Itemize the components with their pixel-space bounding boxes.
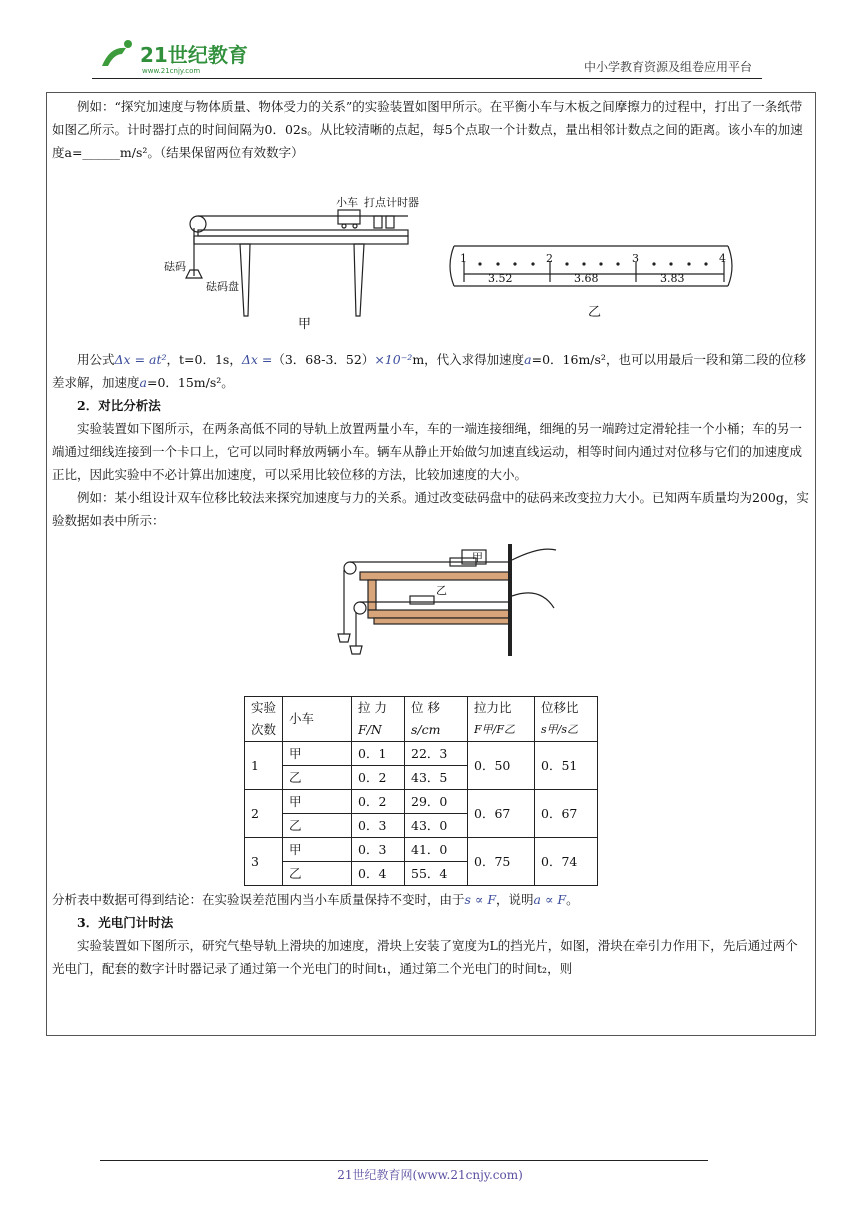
force-ratio: 0．50 <box>468 742 535 790</box>
displacement-value: 41．0 <box>405 838 468 862</box>
table-row <box>245 742 598 766</box>
force-value: 0．2 <box>352 790 405 814</box>
logo-url: www.21cnjy.com <box>142 67 201 75</box>
tape-distance-2: 3.68 <box>574 272 599 285</box>
label-cart-jia: 甲 <box>472 551 483 564</box>
formula-text: =0．16m/s²，也可以用最后一段和第二段的位移差求解，加速度 <box>52 352 806 390</box>
header-force-ratio: 拉力比 F甲/F乙 <box>468 697 535 742</box>
page-header <box>92 30 762 80</box>
trial-number: 3 <box>245 838 283 886</box>
tape-point-3: 3 <box>632 252 639 265</box>
formula-dx-at2: Δx = at² <box>114 352 167 367</box>
formula-a: a <box>524 352 532 367</box>
footer-text: 21世纪教育网(www.21cnjy.com) <box>337 1168 523 1182</box>
displacement-ratio: 0．51 <box>535 742 598 790</box>
runner-logo-icon <box>102 48 126 66</box>
force-ratio: 0．75 <box>468 838 535 886</box>
figure-apparatus-and-tape <box>158 166 798 342</box>
force-value: 0．1 <box>352 742 405 766</box>
formula-a-prop-f: a ∝ F <box>533 892 567 907</box>
conclusion-line <box>52 888 810 911</box>
tape-distance-1: 3.52 <box>488 272 513 285</box>
logo-text: 21世纪教育 <box>140 43 248 67</box>
displacement-value: 29．0 <box>405 790 468 814</box>
label-yi: 乙 <box>588 305 602 320</box>
formula-paragraph <box>52 348 810 394</box>
formula-s-prop-f: s ∝ F <box>464 892 497 907</box>
force-value: 0．3 <box>352 838 405 862</box>
trial-number: 1 <box>245 742 283 790</box>
conclusion-text: 分析表中数据可得到结论：在实验误差范围内当小车质量保持不变时，由于 <box>52 892 465 907</box>
example-paragraph-1: 例如：“探究加速度与物体质量、物体受力的关系”的实验装置如图甲所示。在平衡小车与木板之间摩擦力的过程中，打出了一条纸带如图乙所示。计时器打点的时间间隔为0．02s。从比较清晰的点起，每5个点取一个计数点，量出相邻计数点之间的距离。该小车的加速度a=______m/s²。（结果保留两位有效数字） <box>52 99 803 160</box>
cart-name: 乙 <box>283 862 352 886</box>
header-force: 拉 力 F/N <box>352 697 405 742</box>
tape-point-1: 1 <box>460 252 467 265</box>
header-rule <box>92 78 762 79</box>
header-displacement-ratio: 位移比 s甲/s乙 <box>535 697 598 742</box>
table-header-row <box>245 697 598 742</box>
document-content <box>52 95 810 980</box>
displacement-value: 43．0 <box>405 814 468 838</box>
table-row <box>245 790 598 814</box>
formula-dx: Δx = <box>241 352 273 367</box>
table-row <box>245 838 598 862</box>
force-ratio: 0．67 <box>468 790 535 838</box>
apparatus-diagram <box>186 210 408 316</box>
force-value: 0．4 <box>352 862 405 886</box>
cart-name: 乙 <box>283 814 352 838</box>
section-heading-2: 2．对比分析法 <box>77 398 161 413</box>
displacement-ratio: 0．67 <box>535 790 598 838</box>
figure-two-cart-apparatus <box>330 536 560 682</box>
header-displacement: 位 移 s/cm <box>405 697 468 742</box>
label-cart: 小车 <box>336 196 358 209</box>
cart-name: 乙 <box>283 766 352 790</box>
formula-text: m，代入求得加速度 <box>412 352 525 367</box>
two-track-diagram <box>338 544 556 656</box>
label-cart-yi: 乙 <box>436 584 447 597</box>
method-paragraph-2: 实验装置如下图所示，在两条高低不同的导轨上放置两量小车，车的一端连接细绳，细绳的另一端跨过定滑轮挂一个小桶；车的另一端通过细线连接到一个卡口上，它可以同时释放两辆小车。辆车从静止开始做匀加速直线运动，相等时间内通过对位移与它们的加速度成正比，因此实验中不必计算出加速度，可以采用比较位移的方法，比较加速度的大小。 <box>52 421 803 482</box>
experiment-data-table <box>244 696 598 886</box>
header-cart: 小车 <box>283 697 352 742</box>
displacement-value: 43．5 <box>405 766 468 790</box>
tape-distance-3: 3.83 <box>660 272 685 285</box>
displacement-ratio: 0．74 <box>535 838 598 886</box>
label-tray: 砝码盘 <box>206 280 239 293</box>
conclusion-text: 。 <box>566 892 579 907</box>
tape-point-2: 2 <box>546 252 553 265</box>
cart-name: 甲 <box>283 838 352 862</box>
example-paragraph-2: 例如：某小组设计双车位移比较法来探究加速度与力的关系。通过改变砝码盘中的砝码来改变拉力大小。已知两车质量均为200g，实验数据如表中所示： <box>52 490 809 528</box>
section-heading-3: 3．光电门计时法 <box>77 915 174 930</box>
formula-text: （3．68-3．52） <box>272 352 375 367</box>
force-value: 0．3 <box>352 814 405 838</box>
formula-text: ，t=0．1s， <box>166 352 242 367</box>
tape-point-4: 4 <box>719 252 726 265</box>
platform-name: 中小学教育资源及组卷应用平台 <box>583 60 752 74</box>
formula-text: 用公式 <box>77 352 115 367</box>
cart-name: 甲 <box>283 790 352 814</box>
cart-name: 甲 <box>283 742 352 766</box>
footer-rule <box>100 1160 708 1161</box>
tape-dots <box>478 262 707 265</box>
displacement-value: 22．3 <box>405 742 468 766</box>
label-weight: 砝码 <box>164 260 186 273</box>
header-trial: 实验 次数 <box>245 697 283 742</box>
conclusion-text: ，说明 <box>496 892 534 907</box>
trial-number: 2 <box>245 790 283 838</box>
formula-a: a <box>139 375 147 390</box>
label-jia: 甲 <box>298 317 312 332</box>
formula-text: =0．15m/s²。 <box>146 375 234 390</box>
logo <box>92 36 262 76</box>
displacement-value: 55．4 <box>405 862 468 886</box>
formula-power: ×10⁻² <box>374 352 413 367</box>
method-paragraph-3: 实验装置如下图所示，研究气垫导轨上滑块的加速度，滑块上安装了宽度为L的挡光片，如图，滑块在牵引力作用下，先后通过两个光电门，配套的数字计时器记录了通过第一个光电门的时间t₁，通过第二个光电门的时间t₂，则 <box>52 938 798 976</box>
label-timer: 打点计时器 <box>364 196 419 209</box>
force-value: 0．2 <box>352 766 405 790</box>
